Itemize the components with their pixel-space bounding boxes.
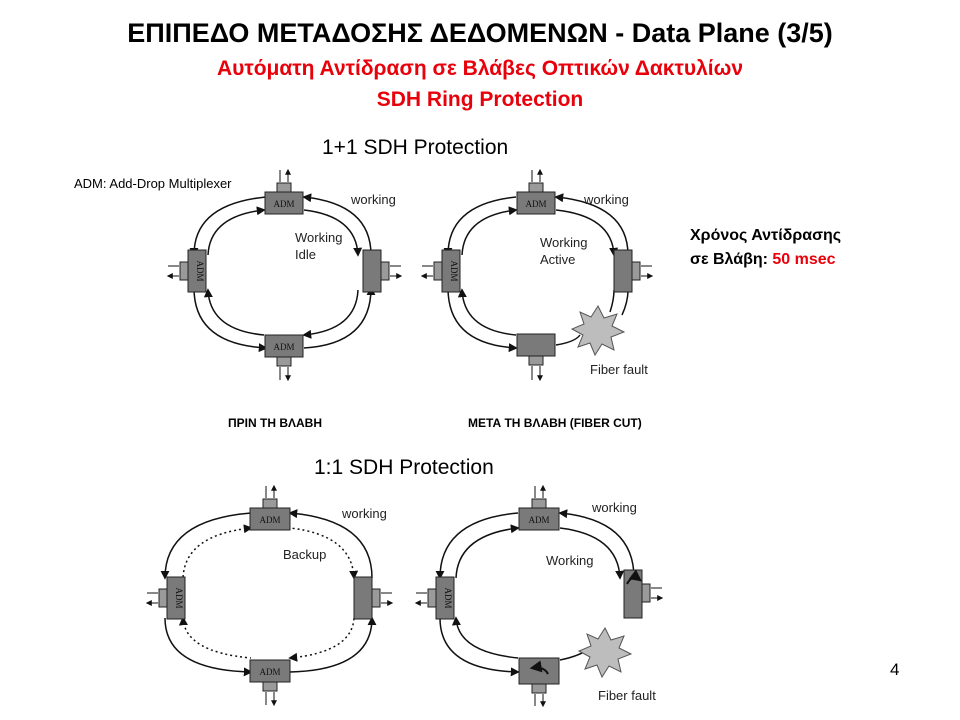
adm-label-bottom-3: ADM bbox=[259, 667, 281, 677]
heading-1to1: 1:1 SDH Protection bbox=[314, 456, 494, 479]
page-number: 4 bbox=[890, 660, 900, 679]
label-working-3: working bbox=[342, 506, 387, 521]
response-time-prefix: σε Βλάβη: bbox=[690, 251, 773, 268]
adm-label-top-3: ADM bbox=[259, 515, 281, 525]
response-time-value: 50 msec bbox=[772, 251, 836, 268]
slide-subtitle: Αυτόματη Αντίδραση σε Βλάβες Οπτικών Δακτυλίων bbox=[216, 57, 744, 80]
label-active: Active bbox=[540, 252, 576, 267]
adm-label-left-2: ADM bbox=[449, 260, 459, 282]
caption-before-fault: ΠΡΙΝ ΤΗ ΒΛΑΒΗ bbox=[228, 416, 323, 430]
caption-after-fault: ΜΕΤΑ ΤΗ ΒΛΑΒΗ (FIBER CUT) bbox=[468, 416, 642, 430]
ring-1plus1-after bbox=[422, 170, 652, 380]
adm-node-right bbox=[363, 250, 381, 292]
label-working: working bbox=[351, 192, 396, 207]
adm-label-top-4: ADM bbox=[528, 515, 550, 525]
ring-1to1-after bbox=[416, 486, 662, 706]
label-working-inner: Working bbox=[295, 230, 343, 245]
fiber-fault-burst bbox=[572, 306, 624, 355]
response-time-line1: Χρόνος Αντίδρασης bbox=[690, 227, 842, 244]
label-working-2: working bbox=[584, 192, 629, 207]
adm-label-left-3: ADM bbox=[174, 587, 184, 609]
ring-1plus1-before bbox=[168, 170, 401, 380]
adm-label-top-2: ADM bbox=[525, 199, 547, 209]
fiber-fault-burst-2 bbox=[579, 628, 631, 677]
adm-label-left-4: ADM bbox=[443, 587, 453, 609]
label-working-inner-4: Working bbox=[546, 553, 594, 568]
slide-subtitle-2: SDH Ring Protection bbox=[376, 88, 584, 111]
adm-label-top: ADM bbox=[273, 199, 295, 209]
label-fiber-fault: Fiber fault bbox=[590, 362, 648, 377]
adm-label-bottom: ADM bbox=[273, 342, 295, 352]
label-idle: Idle bbox=[295, 247, 316, 262]
slide-title: ΕΠΙΠΕΔΟ ΜΕΤΑΔΟΣΗΣ ΔΕΔΟΜΕΝΩΝ - Data Plane (3/5) bbox=[127, 18, 833, 48]
adm-label-left: ADM bbox=[195, 260, 205, 282]
adm-note: ADM: Add-Drop Multiplexer bbox=[74, 176, 232, 191]
label-working-inner-2: Working bbox=[540, 235, 588, 250]
label-fiber-fault-2: Fiber fault bbox=[598, 688, 656, 703]
heading-1plus1: 1+1 SDH Protection bbox=[322, 136, 509, 159]
label-working-4: working bbox=[592, 500, 637, 515]
label-backup: Backup bbox=[283, 547, 327, 562]
ring-1to1-before bbox=[147, 486, 392, 705]
